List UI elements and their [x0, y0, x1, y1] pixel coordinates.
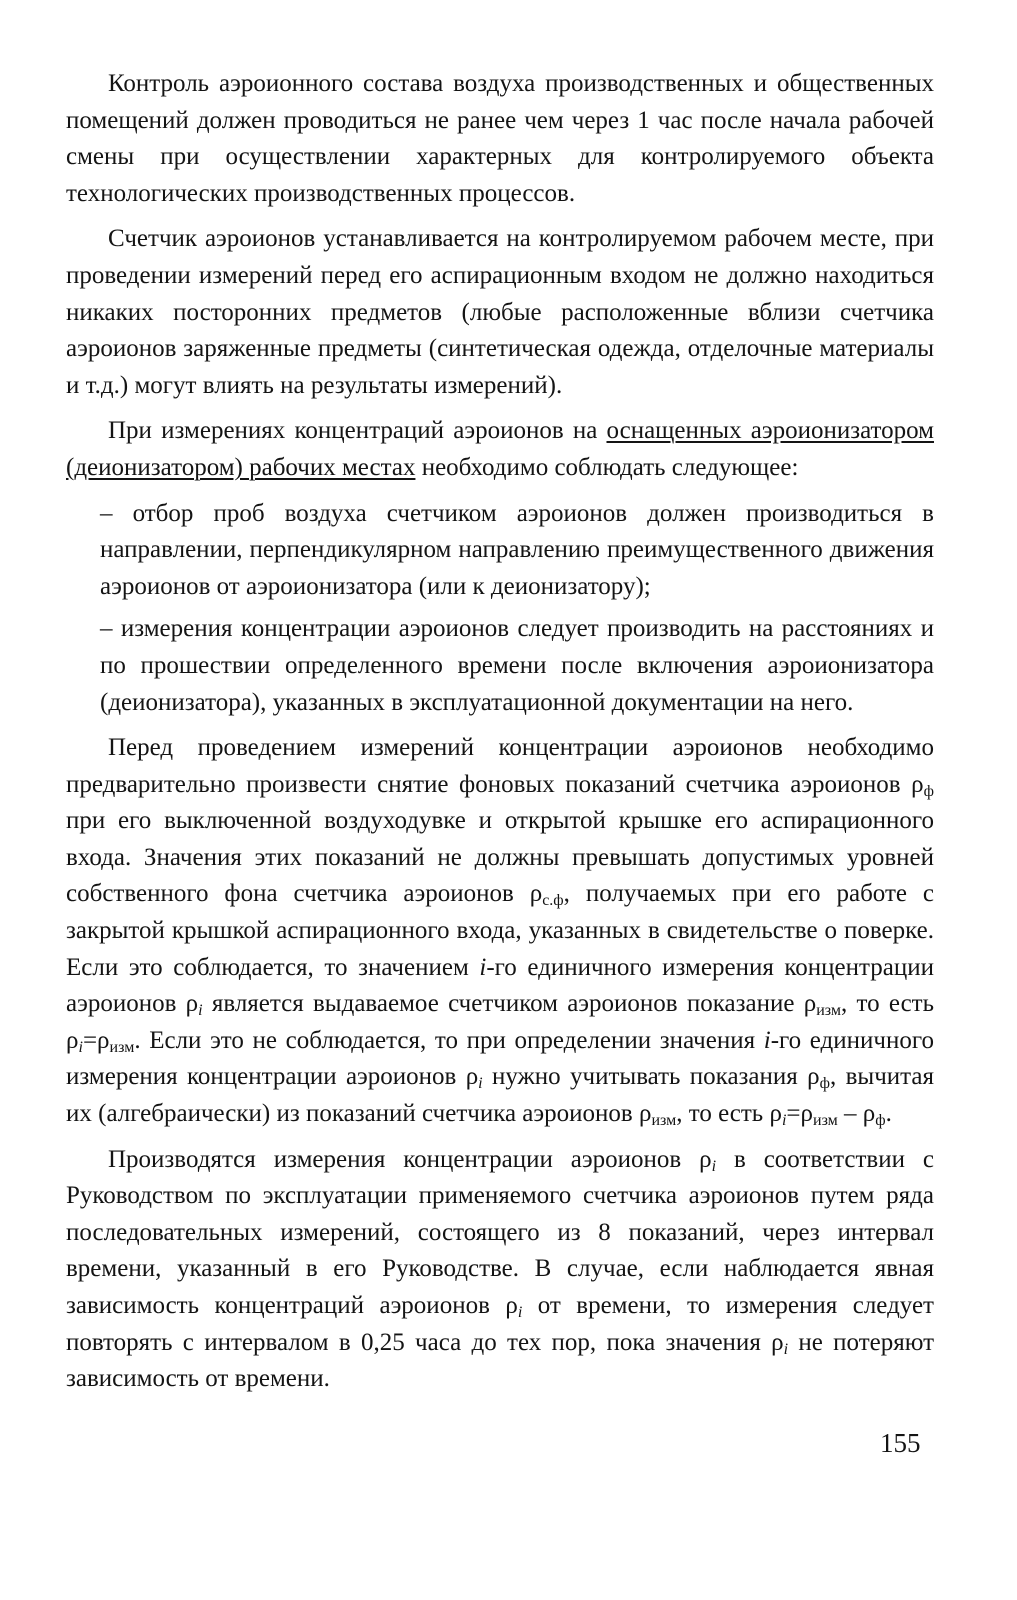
index-i: i — [479, 953, 487, 981]
text: При измерениях концентраций аэроионов на — [108, 417, 607, 445]
subscript: ф — [819, 1075, 830, 1093]
subscript: i — [517, 1304, 523, 1321]
text: , вычитая их (алгебраически) из показаний счетчика аэроионов — [66, 1063, 934, 1128]
text: . Если это не соблюдается, то при определении значения — [134, 1026, 764, 1054]
rho-symbol: ρ — [807, 1063, 820, 1091]
subscript: i — [781, 1112, 787, 1130]
rho-symbol: ρ — [862, 1100, 876, 1128]
list-item: – отбор проб воздуха счетчиком аэроионов должен производиться в направлении, перпендикулярном направлению преимущественного движения аэроионов от аэроионизатора (или к деионизатору); — [100, 499, 934, 600]
rho-symbol: ρ — [529, 880, 543, 908]
underlined-phrase: оснащенных аэроионизатором (деионизатором) рабочих местах — [66, 417, 934, 481]
minus-sign: – — [837, 1100, 863, 1128]
text: Производятся измерения концентрации аэроионов — [108, 1145, 700, 1173]
text: нужно учитывать показания — [482, 1063, 808, 1091]
text: , получаемых при его работе с закрытой крышкой аспирационного входа, указанных в свидетельстве о поверке. Если это соблюдается, то значением — [66, 880, 934, 981]
rho-symbol: ρ — [638, 1100, 652, 1128]
subscript: изм — [651, 1112, 677, 1130]
subscript: i — [478, 1075, 483, 1093]
subscript: с.ф — [542, 892, 564, 910]
paragraph-ionizer-workplaces — [66, 413, 934, 486]
requirements-list — [100, 496, 934, 722]
rho-symbol: ρ — [185, 990, 199, 1018]
equals-sign: = — [786, 1100, 801, 1128]
subscript: изм — [109, 1038, 135, 1056]
text: , то есть — [676, 1100, 770, 1128]
body-text — [66, 66, 934, 1407]
rho-symbol: ρ — [699, 1145, 712, 1173]
text: Перед проведением измерений концентрации аэроионов необходимо предварительно произвести снятие фоновых показаний счетчика аэроионов — [66, 734, 934, 798]
text: от времени, то измерения следует повторять с интервалом в 0,25 часа до тех пор, пока значения — [66, 1292, 934, 1356]
text: -го единичного измерения концентрации аэроионов — [66, 953, 934, 1018]
paragraph-counter-placement: Счетчик аэроионов устанавливается на контролируемом рабочем месте, при проведении измерений перед его аспирационным входом не должно находиться никаких посторонних предметов (любые расположенные вблизи счетчика аэроионов заряженные предметы (синтетическая одежда, отделочные материалы и т.д.) могут влиять на результаты измерений). — [66, 225, 934, 399]
index-i: i — [763, 1026, 771, 1054]
text: при его выключенной воздуходувке и открытой крышке его аспирационного входа. Значения этих показаний не должны превышать допустимых уровней собственного фона счетчика аэроионов — [66, 807, 934, 908]
subscript: изм — [816, 1002, 841, 1020]
subscript: i — [783, 1340, 789, 1358]
text: в соответствии с Руководством по эксплуатации применяемого счетчика аэроионов путем ряда последовательных измерений, состоящего из 8 показаний, через интервал времени, указанный в его Руководстве. В случае, если наблюдается явная зависимость концентраций аэроионов — [66, 1145, 934, 1319]
paragraph-air-ion-control: Контроль аэроионного состава воздуха производственных и общественных помещений должен проводиться не ранее чем через 1 час после начала рабочей смены при осуществлении характерных для контролируемого объекта технологических производственных процессов. — [66, 70, 934, 207]
subscript: i — [198, 1002, 203, 1020]
paragraph-background-readings — [66, 730, 934, 1133]
text: является выдаваемое счетчиком аэроионов показание — [202, 990, 804, 1018]
page-number: 155 — [880, 1428, 921, 1458]
rho-symbol: ρ — [771, 1328, 784, 1356]
text: , то есть — [840, 990, 934, 1018]
rho-symbol: ρ — [803, 990, 817, 1018]
rho-symbol: ρ — [97, 1026, 110, 1054]
subscript: ф — [923, 782, 934, 800]
rho-symbol: ρ — [465, 1063, 479, 1091]
list-item: – измерения концентрации аэроионов следует производить на расстояниях и по прошествии определенного времени после включения аэроионизатора (деионизатора), указанных в эксплуатационной документации на него. — [100, 615, 934, 716]
rho-symbol: ρ — [911, 770, 924, 798]
rho-symbol: ρ — [66, 1026, 79, 1054]
text: не потеряют зависимость от времени. — [66, 1328, 934, 1393]
equals-sign: = — [82, 1026, 98, 1054]
text: необходимо соблюдать следующее: — [415, 453, 799, 481]
text: -го единичного измерения концентрации аэроионов — [66, 1026, 934, 1091]
text: . — [885, 1100, 892, 1128]
subscript: i — [711, 1157, 717, 1175]
rho-symbol: ρ — [800, 1100, 813, 1128]
rho-symbol: ρ — [769, 1100, 782, 1128]
subscript: ф — [875, 1112, 886, 1130]
subscript: i — [78, 1038, 83, 1056]
rho-symbol: ρ — [505, 1292, 518, 1319]
subscript: изм — [813, 1112, 838, 1130]
paragraph-measurement-series — [66, 1142, 934, 1398]
